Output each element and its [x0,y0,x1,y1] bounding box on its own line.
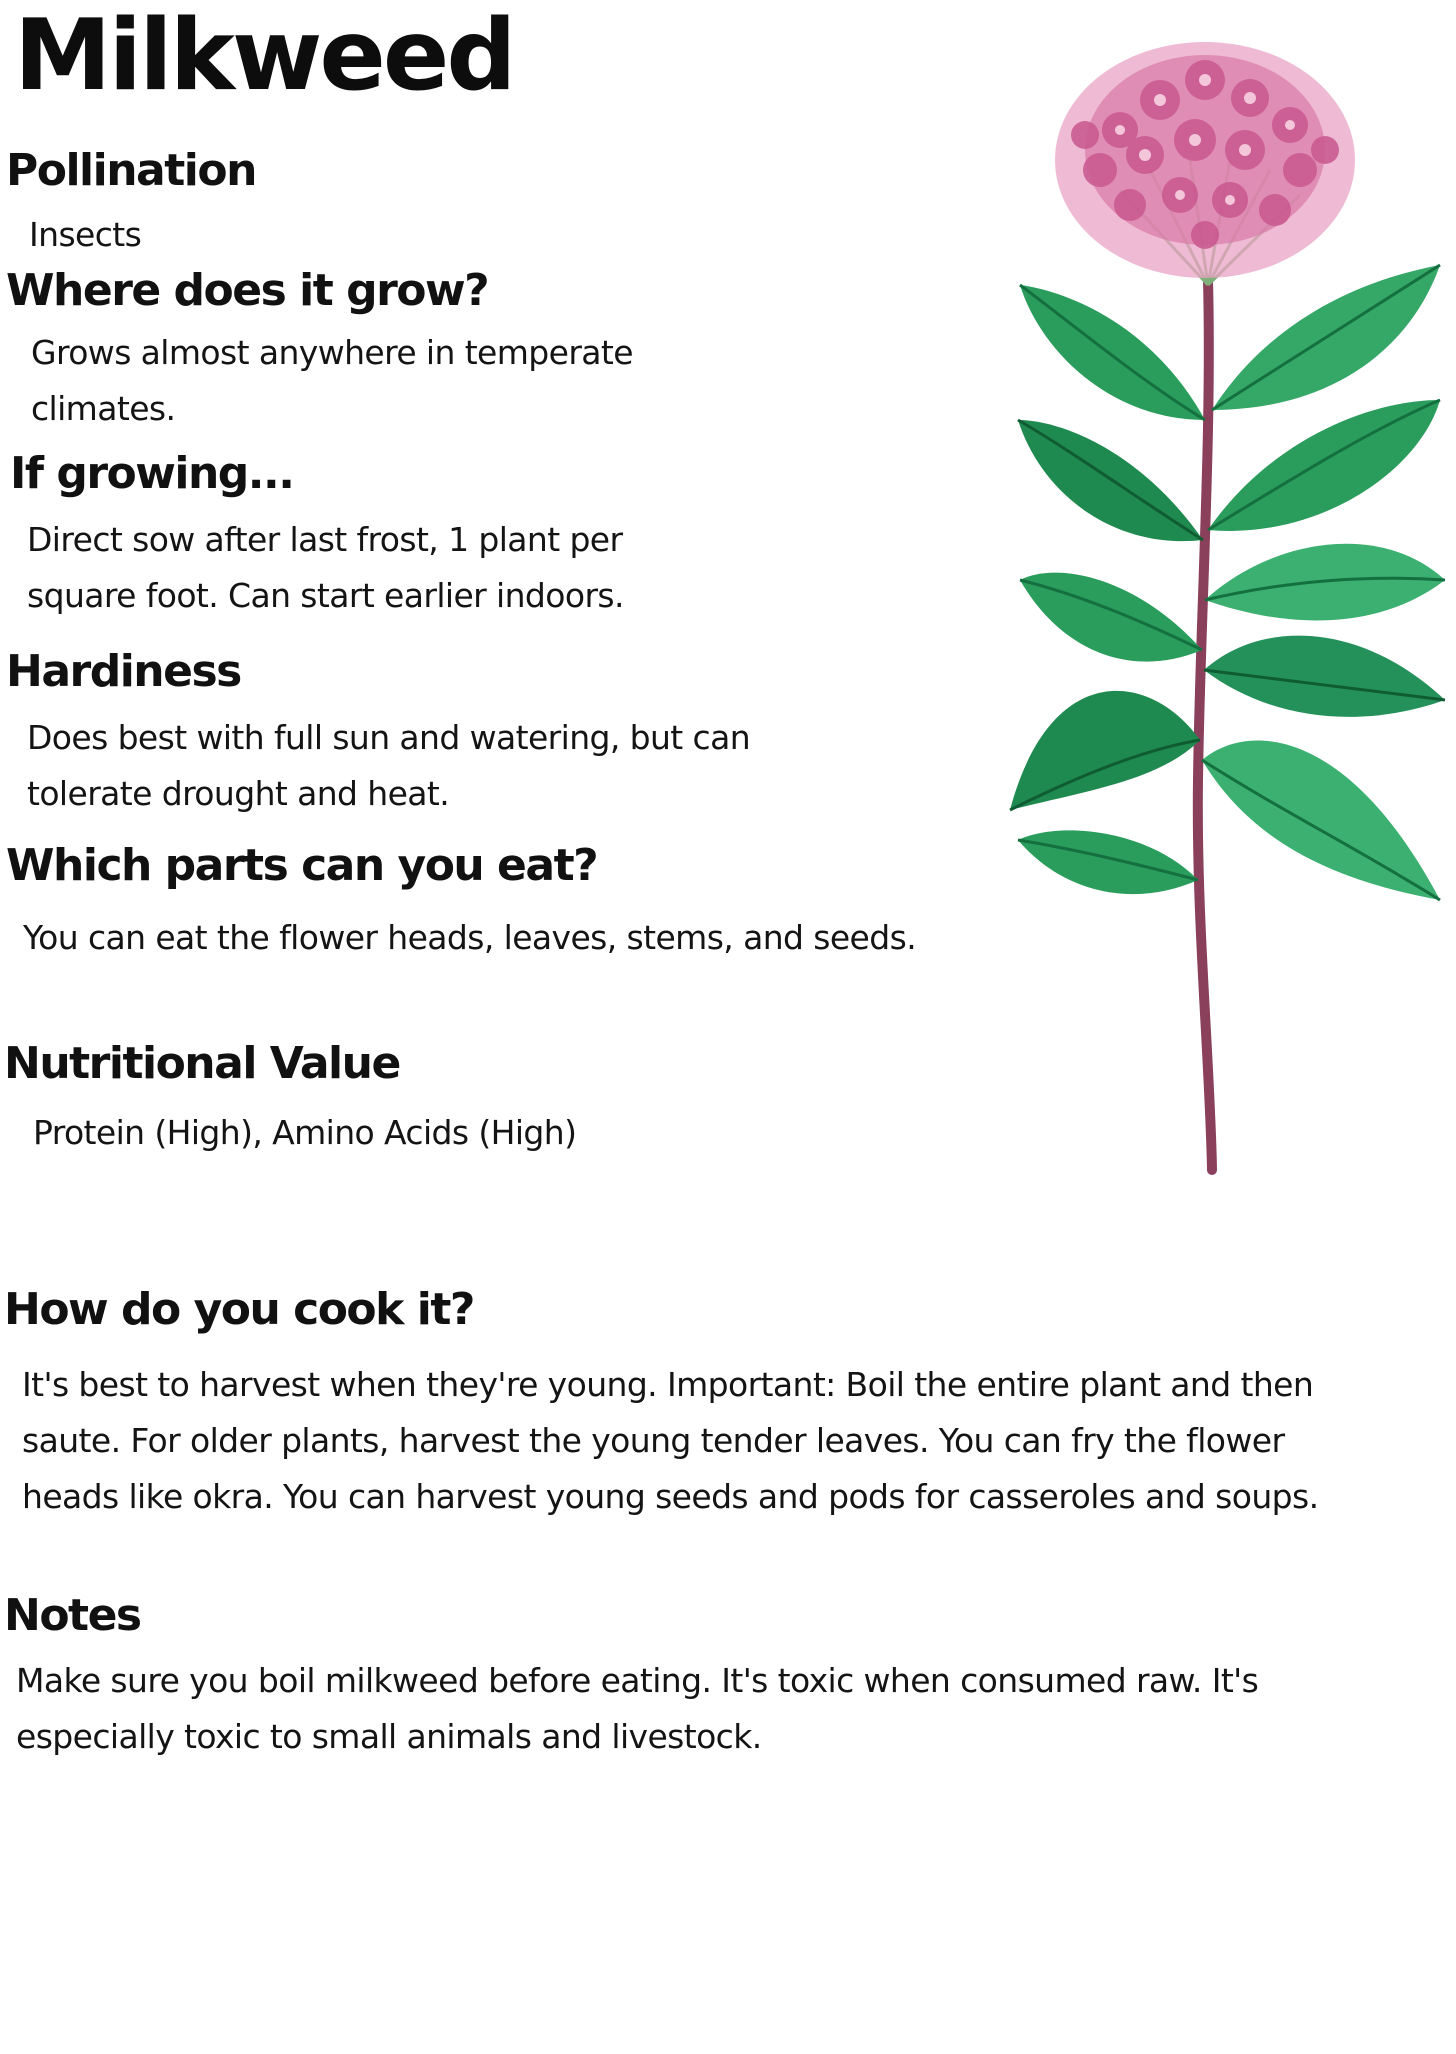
section-text-cook-line1: It's best to harvest when they're young. Important: Boil the entire plant and then [22,1365,1314,1404]
milkweed-plant-illustration [1000,20,1450,1180]
section-text-hardiness-line1: Does best with full sun and watering, but can [27,718,751,757]
section-text-cook-line3: heads like okra. You can harvest young seeds and pods for casseroles and soups. [22,1477,1319,1516]
section-text-where-line1: Grows almost anywhere in temperate [31,333,633,372]
section-heading-eat: Which parts can you eat? [6,840,598,891]
section-text-notes-line1: Make sure you boil milkweed before eating. It's toxic when consumed raw. It's [16,1661,1259,1700]
section-text-growing-line1: Direct sow after last frost, 1 plant per [27,520,623,559]
section-heading-notes: Notes [4,1590,141,1641]
section-text-cook-line2: saute. For older plants, harvest the young tender leaves. You can fry the flower [22,1421,1285,1460]
section-heading-growing: If growing... [10,448,294,499]
section-text-notes-line2: especially toxic to small animals and livestock. [16,1717,762,1756]
section-heading-pollination: Pollination [6,145,256,196]
section-heading-cook: How do you cook it? [4,1284,474,1335]
leaves [1010,265,1445,900]
section-text-eat: You can eat the flower heads, leaves, stems, and seeds. [23,918,917,957]
section-text-where-line2: climates. [31,389,176,428]
section-text-pollination: Insects [29,215,142,254]
flower-cluster [1055,42,1355,278]
section-heading-where: Where does it grow? [6,265,489,316]
section-heading-nutrition: Nutritional Value [4,1038,400,1089]
section-text-hardiness-line2: tolerate drought and heat. [27,774,450,813]
page-title: Milkweed [14,0,514,113]
section-heading-hardiness: Hardiness [6,646,241,697]
section-text-growing-line2: square foot. Can start earlier indoors. [27,576,624,615]
section-text-nutrition: Protein (High), Amino Acids (High) [33,1113,577,1152]
